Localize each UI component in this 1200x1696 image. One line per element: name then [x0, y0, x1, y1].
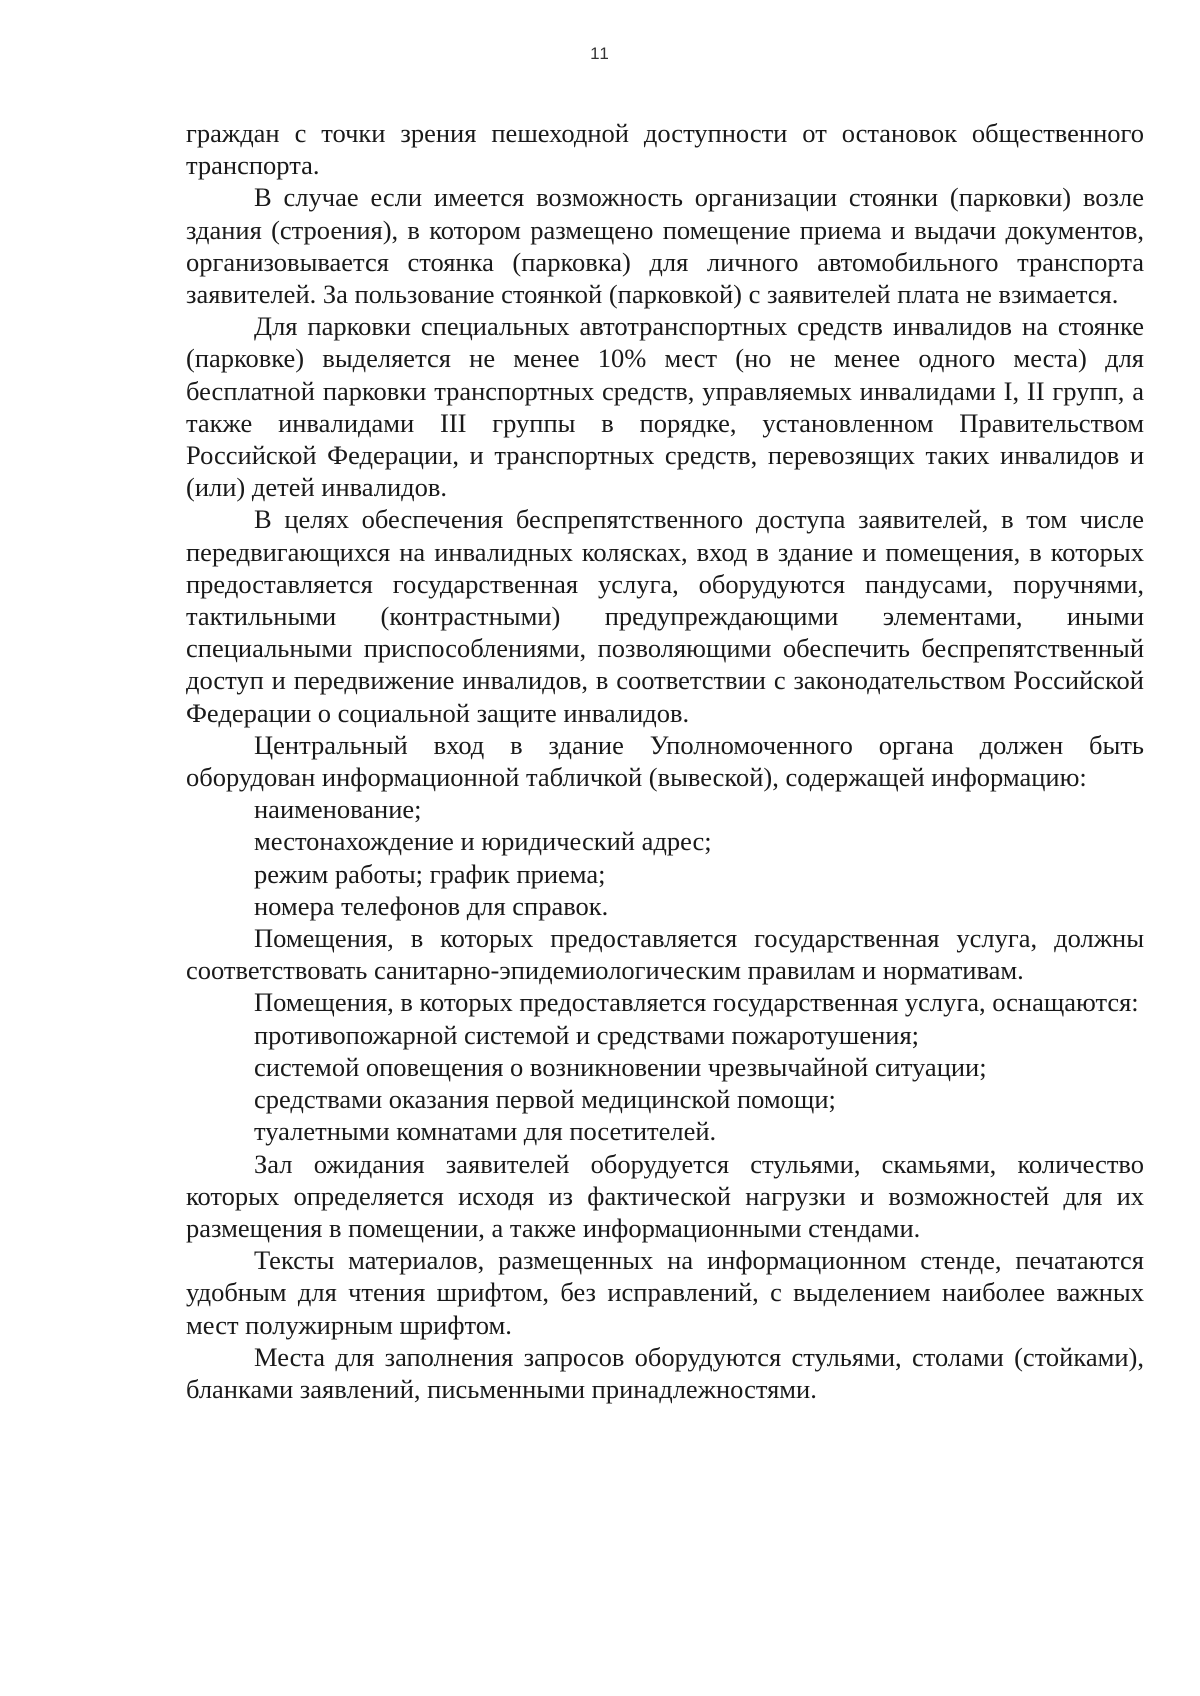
- paragraph-accessibility: В целях обеспечения беспрепятственного доступа заявителей, в том числе передвигающихся на инвалидных колясках, вход в здание и помещения, в которых предоставляется государственная услуга, оборудуются пандусами, поручнями, тактильными (контрастными) предупреждающими элементами, иными специальными приспособлениями, позволяющими обеспечить беспрепятственный доступ и передвижение инвалидов, в соответствии с законодательством Российской Федерации о социальной защите инвалидов.: [186, 504, 1144, 728]
- paragraph-parking: В случае если имеется возможность организации стоянки (парковки) возле здания (строения), в котором размещено помещение приема и выдачи документов, организовывается стоянка (парковка) для личного автомобильного транспорта заявителей. За пользование стоянкой (парковкой) с заявителей плата не взимается.: [186, 182, 1144, 310]
- list-item-fire-system: противопожарной системой и средствами пожаротушения;: [254, 1019, 919, 1050]
- list-item-sign-phones: номера телефонов для справок.: [254, 890, 609, 921]
- list-item-sign-address: местонахождение и юридический адрес;: [254, 826, 712, 857]
- list-item-alert-system: системой оповещения о возникновении чрезвычайной ситуации;: [254, 1051, 987, 1082]
- paragraph-stand-texts: Тексты материалов, размещенных на информационном стенде, печатаются удобным для чтения шрифтом, без исправлений, с выделением наиболее важных мест полужирным шрифтом.: [186, 1245, 1144, 1340]
- paragraph-request-places: Места для заполнения запросов оборудуются стульями, столами (стойками), бланками заявлений, письменными принадлежностями.: [186, 1341, 1144, 1404]
- paragraph-waiting-hall: Зал ожидания заявителей оборудуется стульями, скамьями, количество которых определяется исходя из фактической нагрузки и возможностей для их размещения в помещении, а также информационными стендами.: [186, 1148, 1144, 1243]
- list-item-sign-name: наименование;: [254, 794, 422, 825]
- page-number: 11: [590, 44, 610, 63]
- document-body: [186, 117, 1144, 1405]
- paragraph-equipment: Помещения, в которых предоставляется государственная услуга, оснащаются:: [254, 987, 1139, 1018]
- paragraph-sanitary-rules: Помещения, в которых предоставляется государственная услуга, должны соответствовать санитарно-эпидемиологическим правилам и нормативам.: [186, 923, 1144, 986]
- paragraph-disabled-parking: Для парковки специальных автотранспортных средств инвалидов на стоянке (парковке) выделяется не менее 10% мест (но не менее одного места) для бесплатной парковки транспортных средств, управляемых инвалидами I, II групп, а также инвалидами III группы в порядке, установленном Правительством Российской Федерации, и транспортных средств, перевозящих таких инвалидов и (или) детей инвалидов.: [186, 311, 1144, 503]
- paragraph-transport-continuation: граждан с точки зрения пешеходной доступности от остановок общественного транспорта.: [186, 118, 1144, 181]
- list-item-toilets: туалетными комнатами для посетителей.: [254, 1116, 717, 1147]
- list-item-sign-schedule: режим работы; график приема;: [254, 858, 606, 889]
- list-item-first-aid: средствами оказания первой медицинской помощи;: [254, 1084, 836, 1115]
- paragraph-entrance-sign: Центральный вход в здание Уполномоченного органа должен быть оборудован информационной табличкой (вывеской), содержащей информацию:: [186, 729, 1144, 793]
